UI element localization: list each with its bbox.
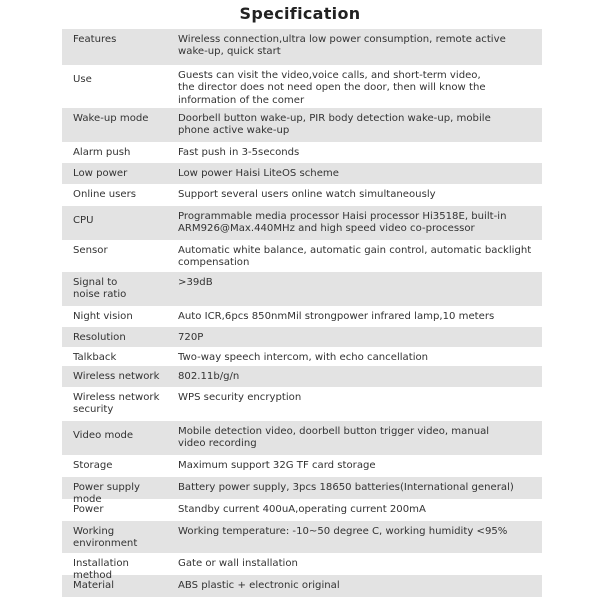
spec-row-resolution xyxy=(62,327,542,347)
spec-row-talkback xyxy=(62,347,542,366)
spec-label: Talkback xyxy=(73,352,117,363)
spec-row-wireless-network xyxy=(62,366,542,387)
spec-label: Storage xyxy=(73,460,113,471)
spec-value: 802.11b/g/n xyxy=(178,371,240,382)
spec-row-video-mode xyxy=(62,421,542,455)
spec-label: CPU xyxy=(73,215,94,226)
spec-row-night-vision xyxy=(62,306,542,327)
spec-label: Wireless network xyxy=(73,371,160,382)
spec-table xyxy=(62,29,542,597)
spec-value: Programmable media processor Haisi processor Hi3518E, built-in ARM926@Max.440MHz and high speed video co-processor xyxy=(178,211,507,235)
spec-row-signal-to-noise xyxy=(62,272,542,306)
spec-value: 720P xyxy=(178,332,204,343)
spec-value: Automatic white balance, automatic gain control, automatic backlight compensation xyxy=(178,245,532,269)
spec-value: Wireless connection,ultra low power consumption, remote active wake-up, quick start xyxy=(178,34,506,58)
spec-value: Standby current 400uA,operating current 200mA xyxy=(178,504,426,515)
spec-label: Wireless network security xyxy=(73,392,160,416)
spec-value: ABS plastic + electronic original xyxy=(178,580,340,591)
spec-row-wake-up-mode xyxy=(62,108,542,142)
spec-label: Resolution xyxy=(73,332,126,343)
spec-value: Support several users online watch simultaneously xyxy=(178,189,436,200)
spec-value: WPS security encryption xyxy=(178,392,302,403)
spec-row-wireless-security xyxy=(62,387,542,421)
spec-value: Low power Haisi LiteOS scheme xyxy=(178,168,339,179)
spec-label: Power xyxy=(73,504,104,515)
spec-value: Fast push in 3-5seconds xyxy=(178,147,300,158)
spec-row-installation-method xyxy=(62,553,542,582)
spec-label: Power supply mode xyxy=(73,482,140,506)
spec-value: Mobile detection video, doorbell button trigger video, manual video recording xyxy=(178,426,490,450)
spec-label: Installation method xyxy=(73,558,129,582)
spec-label: Night vision xyxy=(73,311,133,322)
page-title: Specification xyxy=(239,4,361,23)
spec-row-sensor xyxy=(62,240,542,272)
spec-row-power-supply-mode xyxy=(62,477,542,506)
spec-row-online-users xyxy=(62,184,542,206)
spec-row-working-environment xyxy=(62,521,542,553)
spec-label: Features xyxy=(73,34,117,45)
spec-label: Video mode xyxy=(73,430,134,441)
spec-row-power xyxy=(62,499,542,521)
spec-label: Online users xyxy=(73,189,137,200)
spec-row-low-power xyxy=(62,163,542,184)
spec-value: Battery power supply, 3pcs 18650 batteries(International general) xyxy=(178,482,514,493)
spec-label: Sensor xyxy=(73,245,108,256)
spec-label: Working environment xyxy=(73,526,138,550)
spec-row-alarm-push xyxy=(62,142,542,163)
spec-label: Alarm push xyxy=(73,147,131,158)
spec-value: >39dB xyxy=(178,277,213,288)
spec-value: Doorbell button wake-up, PIR body detection wake-up, mobile phone active wake-up xyxy=(178,113,491,137)
spec-value: Gate or wall installation xyxy=(178,558,298,569)
spec-label: Low power xyxy=(73,168,128,179)
spec-label: Wake-up mode xyxy=(73,113,149,124)
spec-row-use xyxy=(62,65,542,108)
spec-value: Guests can visit the video,voice calls, and short-term video, the director does not need open the door, then will know the information of the comer xyxy=(178,70,486,106)
spec-value: Two-way speech intercom, with echo cancellation xyxy=(178,352,429,363)
spec-label: Material xyxy=(73,580,115,591)
spec-row-features xyxy=(62,29,542,65)
spec-row-storage xyxy=(62,455,542,477)
spec-label: Signal to noise ratio xyxy=(73,277,127,301)
spec-value: Auto ICR,6pcs 850nmMil strongpower infrared lamp,10 meters xyxy=(178,311,495,322)
spec-value: Working temperature: -10~50 degree C, working humidity <95% xyxy=(178,526,508,537)
spec-row-cpu xyxy=(62,206,542,240)
spec-row-material xyxy=(62,575,542,597)
spec-label: Use xyxy=(73,74,92,85)
spec-value: Maximum support 32G TF card storage xyxy=(178,460,376,471)
